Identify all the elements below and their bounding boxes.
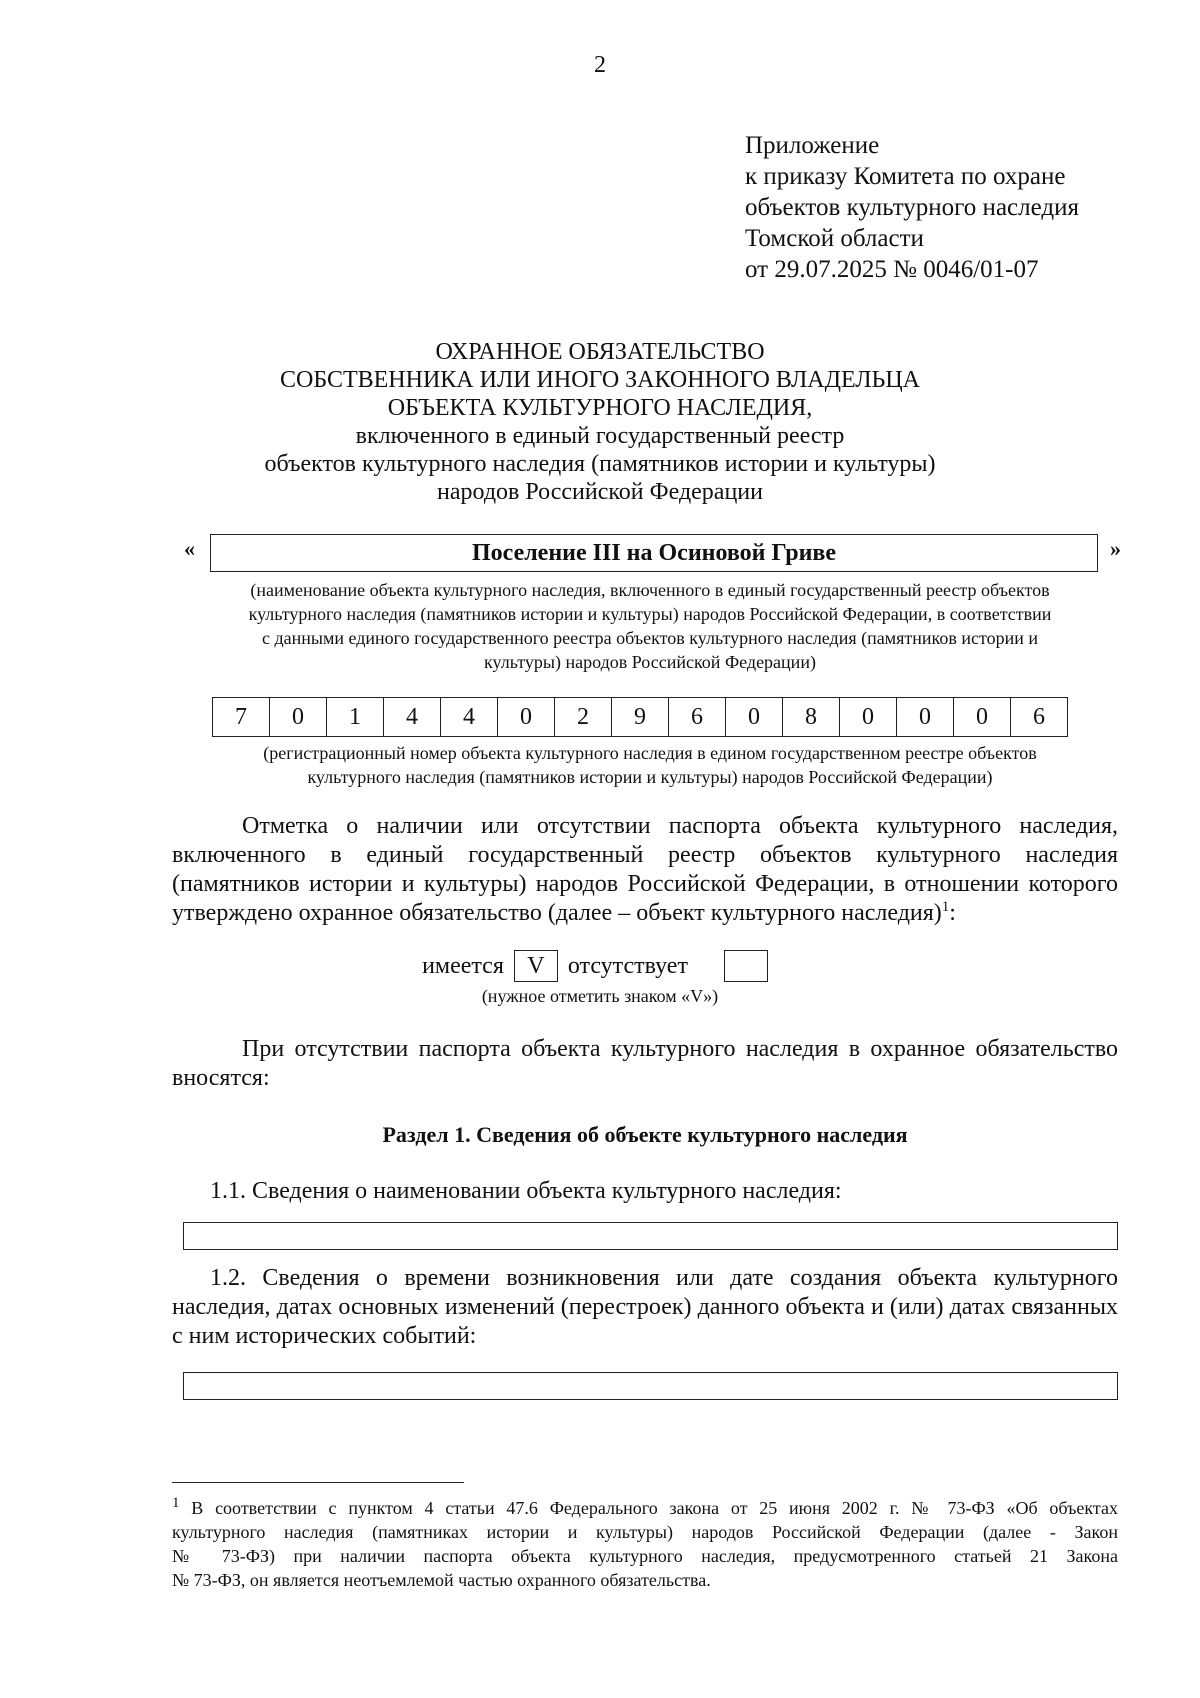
footnote-text: В соответствии с пунктом 4 статьи 47.6 Федерального закона от 25 июня 2002 г. № 73-ФЗ «Об объектах [191, 1498, 1118, 1518]
title-line: включенного в единый государственный реестр [355, 423, 845, 449]
footnote-mark: 1 [172, 1495, 180, 1511]
object-name-caption [150, 578, 1150, 674]
reg-digit-cell: 8 [783, 698, 840, 737]
registration-caption [150, 741, 1150, 789]
open-quote: « [184, 536, 195, 561]
paragraph-line [172, 899, 1118, 928]
document-title [150, 338, 1050, 506]
item-1-2-paragraph [172, 1264, 1118, 1351]
caption-line: культуры) народов Российской Федерации) [484, 652, 816, 672]
passport-note-paragraph [172, 812, 1118, 928]
paragraph-line: (памятников истории и культуры) народов Российской Федерации, в отношении которого [172, 871, 1118, 897]
title-line: объектов культурного наследия (памятников истории и культуры) [264, 451, 936, 477]
paragraph-line: включенного в единый государственный реестр объектов культурного наследия [172, 842, 1118, 868]
footnote [172, 1496, 1118, 1592]
reg-digit-cell: 4 [441, 698, 498, 737]
passport-mark-row [0, 950, 1200, 982]
reg-digit-cell: 0 [954, 698, 1011, 737]
reg-digit-cell: 6 [669, 698, 726, 737]
object-name-field [210, 534, 1098, 572]
appendix-block [745, 130, 1079, 285]
reg-digit-cell: 0 [270, 698, 327, 737]
object-name-value: Поселение III на Осиновой Гриве [471, 539, 837, 566]
section-heading: Раздел 1. Сведения об объекте культурного наследия [382, 1122, 908, 1147]
title-line: ОБЪЕКТА КУЛЬТУРНОГО НАСЛЕДИЯ, [387, 395, 813, 421]
footnote-line: № 73-ФЗ, он является неотъемлемой частью охранного обязательства. [172, 1570, 711, 1590]
caption-line: культурного наследия (памятников истории и культуры) народов Российской Федерации, в соответствии [248, 604, 1052, 624]
footnote-line: культурного наследия (памятниках истории и культуры) народов Российской Федерации (далее - Закон [172, 1522, 1118, 1542]
absent-label: отсутствует [567, 952, 688, 979]
paragraph-line: Отметка о наличии или отсутствии паспорта объекта культурного наследия, [242, 813, 1118, 839]
present-label: имеется [422, 952, 504, 979]
appendix-line: Томской области [745, 225, 924, 252]
present-checkbox[interactable]: V [514, 950, 558, 982]
paragraph-line: наследия, датах основных изменений (перестроек) данного объекта и (или) датах связанных [172, 1294, 1118, 1320]
caption-line: культурного наследия (памятников истории и культуры) народов Российской Федерации) [307, 767, 993, 787]
reg-digit-cell: 1 [327, 698, 384, 737]
mark-hint [0, 984, 1200, 1008]
footnote-reference[interactable]: 1 [941, 899, 950, 915]
paragraph-text: утверждено охранное обязательство (далее – объект культурного наследия) [172, 900, 942, 926]
title-line: народов Российской Федерации [437, 479, 763, 505]
footnote-line: № 73-ФЗ) при наличии паспорта объекта культурного наследия, предусмотренного статьей 21 Закона [172, 1546, 1118, 1566]
item-1-1-field[interactable] [183, 1222, 1118, 1250]
appendix-line: от 29.07.2025 № 0046/01-07 [745, 256, 1039, 283]
appendix-line: Приложение [745, 132, 880, 159]
item-1-1-label: 1.1. Сведения о наименовании объекта культурного наследия: [210, 1178, 842, 1204]
page-number: 2 [594, 52, 606, 78]
reg-digit-cell: 7 [213, 698, 270, 737]
reg-digit-cell: 4 [384, 698, 441, 737]
appendix-line: объектов культурного наследия [745, 194, 1079, 221]
reg-digit-cell: 0 [897, 698, 954, 737]
close-quote: » [1110, 536, 1121, 561]
item-1-2-field[interactable] [183, 1372, 1118, 1400]
registration-number-table [212, 697, 1068, 737]
absence-note-paragraph [172, 1035, 1118, 1093]
footnote-line [172, 1496, 1118, 1520]
reg-digit-cell: 9 [612, 698, 669, 737]
absent-checkbox[interactable] [724, 950, 768, 982]
reg-digit-cell: 6 [1011, 698, 1068, 737]
reg-digit-cell: 0 [840, 698, 897, 737]
paragraph-line: с ним исторических событий: [172, 1323, 477, 1349]
paragraph-line: вносятся: [172, 1065, 270, 1091]
paragraph-colon: : [949, 900, 956, 926]
reg-digit-cell: 0 [498, 698, 555, 737]
title-line: ОХРАННОЕ ОБЯЗАТЕЛЬСТВО [435, 339, 765, 365]
hint-text: (нужное отметить знаком «V») [481, 986, 719, 1006]
paragraph-line: При отсутствии паспорта объекта культурного наследия в охранное обязательство [242, 1036, 1118, 1062]
title-line: СОБСТВЕННИКА ИЛИ ИНОГО ЗАКОННОГО ВЛАДЕЛЬЦА [279, 367, 921, 393]
caption-line: (наименование объекта культурного наследия, включенного в единый государственный реестр объектов [250, 580, 1050, 600]
paragraph-line: 1.2. Сведения о времени возникновения или дате создания объекта культурного [210, 1265, 1118, 1291]
caption-line: с данными единого государственного реестра объектов культурного наследия (памятников истории и [261, 628, 1039, 648]
reg-digit-cell: 0 [726, 698, 783, 737]
appendix-line: к приказу Комитета по охране [745, 163, 1066, 190]
caption-line: (регистрационный номер объекта культурного наследия в едином государственном реестре объектов [263, 743, 1037, 763]
reg-digit-cell: 2 [555, 698, 612, 737]
footnote-separator [172, 1482, 464, 1483]
